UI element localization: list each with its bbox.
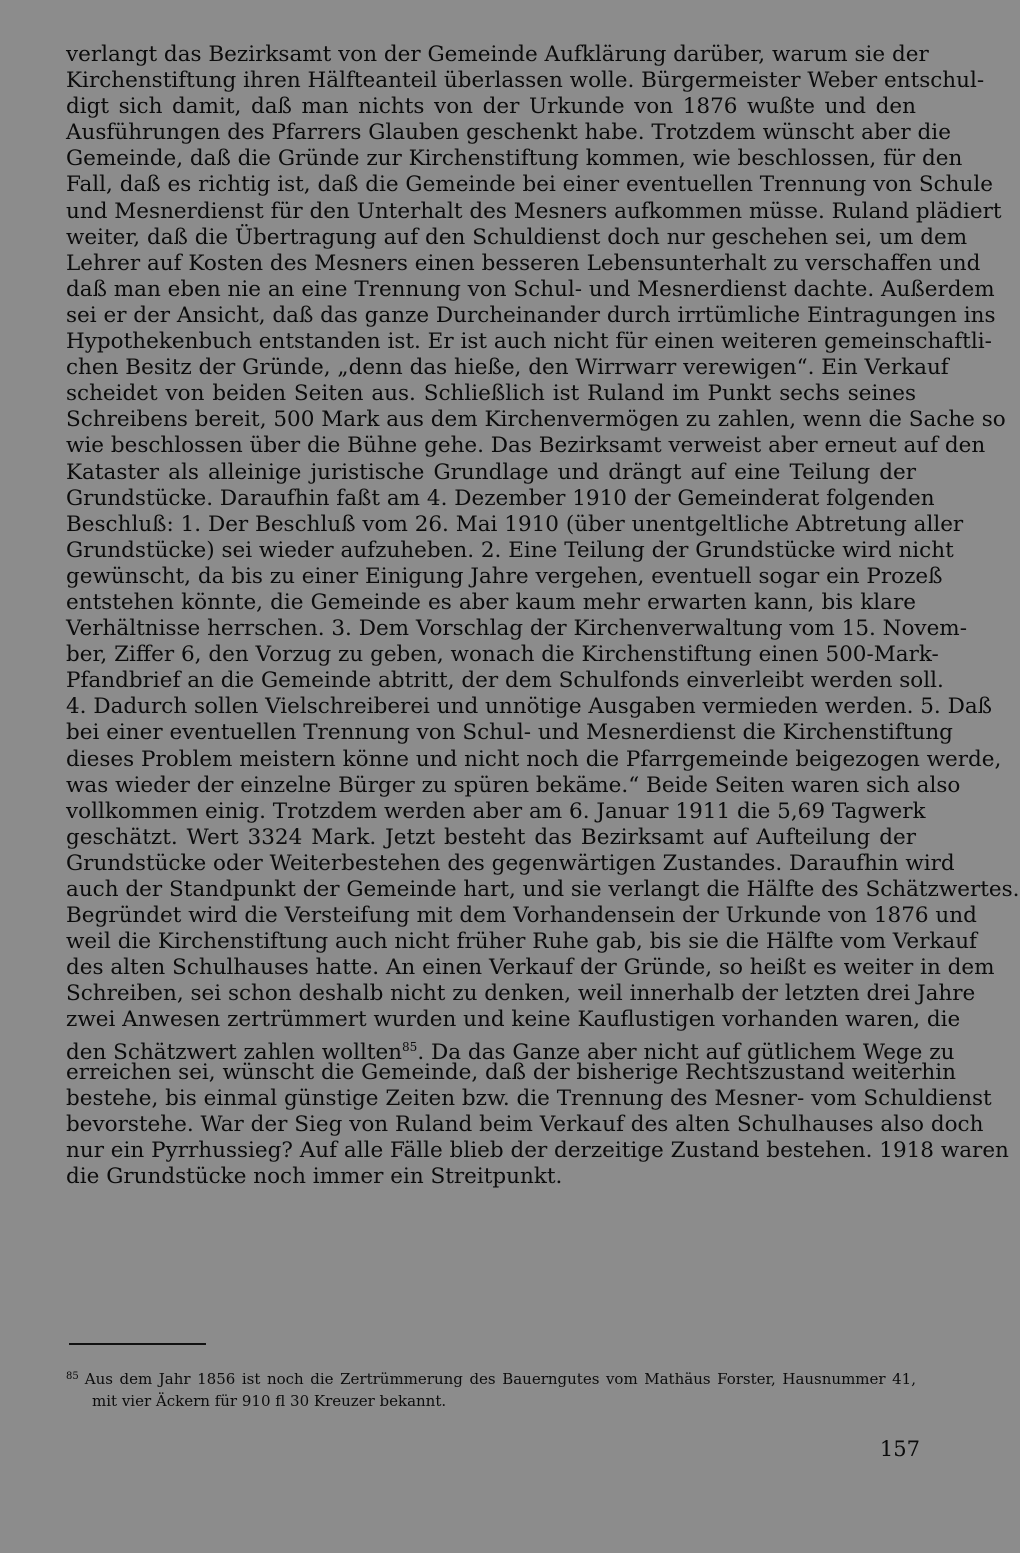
text-line: erreichen sei, wünscht die Gemeinde, daß der bisherige Rechtszustand weiterhin: [66, 1059, 956, 1085]
text-line: dieses Problem meistern könne und nicht noch die Pfarrgemeinde beigezogen werde,: [66, 746, 1002, 772]
text-line: geschätzt. Wert 3324 Mark. Jetzt besteht das Bezirksamt auf Aufteilung der: [66, 824, 916, 850]
text-line: Schreiben, sei schon deshalb nicht zu denken, weil innerhalb der letzten drei Jahre: [66, 981, 976, 1007]
text-line: weiter, daß die Übertragung auf den Schuldienst doch nur geschehen sei, um dem: [66, 224, 968, 250]
text-line: Kataster als alleinige juristische Grundlage und drängt auf eine Teilung der: [66, 459, 916, 485]
text-line: vollkommen einig. Trotzdem werden aber am 6. Januar 1911 die 5,69 Tagwerk: [66, 798, 926, 824]
text-line-with-footnote-ref: [66, 1034, 955, 1065]
text-line: Grundstücke. Daraufhin faßt am 4. Dezember 1910 der Gemeinderat folgenden: [66, 485, 935, 511]
text-line: Lehrer auf Kosten des Mesners einen besseren Lebensunterhalt zu verschaffen und: [66, 250, 981, 276]
text-line: chen Besitz der Gründe, „denn das hieße, den Wirrwarr verewigen“. Ein Verkauf: [66, 355, 949, 381]
text-fragment: den Schätzwert zahlen wollten: [66, 1039, 403, 1065]
text-line: gewünscht, da bis zu einer Einigung Jahre vergehen, eventuell sogar ein Prozeß: [66, 563, 943, 589]
body-text: [66, 42, 1020, 1190]
text-line: Grundstücke) sei wieder aufzuheben. 2. Eine Teilung der Grundstücke wird nicht: [66, 537, 954, 563]
text-line: sei er der Ansicht, daß das ganze Durcheinander durch irrtümliche Eintragungen ins: [66, 302, 996, 328]
text-line: Gemeinde, daß die Gründe zur Kirchenstiftung kommen, wie beschlossen, für den: [66, 146, 963, 172]
text-line: 4. Dadurch sollen Vielschreiberei und unnötige Ausgaben vermieden werden. 5. Daß: [66, 694, 993, 720]
footnote-number: 85: [66, 1371, 79, 1382]
text-line: ber, Ziffer 6, den Vorzug zu geben, wonach die Kirchenstiftung einen 500-Mark-: [66, 642, 939, 668]
text-line: auch der Standpunkt der Gemeinde hart, und sie verlangt die Hälfte des Schätzwertes.: [66, 877, 1020, 902]
text-line: Beschluß: 1. Der Beschluß vom 26. Mai 1910 (über unentgeltliche Abtretung aller: [66, 511, 964, 537]
text-line: bestehe, bis einmal günstige Zeiten bzw. die Trennung des Mesner- vom Schuldienst: [66, 1085, 992, 1111]
text-line: Grundstücke oder Weiterbestehen des gegenwärtigen Zustandes. Daraufhin wird: [66, 850, 955, 876]
text-line: scheidet von beiden Seiten aus. Schließlich ist Ruland im Punkt sechs seines: [66, 381, 916, 407]
text-line: nur ein Pyrrhussieg? Auf alle Fälle blieb der derzeitige Zustand bestehen. 1918 waren: [66, 1137, 1009, 1163]
text-line: die Grundstücke noch immer ein Streitpunkt.: [66, 1164, 563, 1190]
text-line: entstehen könnte, die Gemeinde es aber kaum mehr erwarten kann, bis klare: [66, 589, 916, 615]
page-number: 157: [879, 1437, 920, 1461]
text-line: weil die Kirchenstiftung auch nicht früher Ruhe gab, bis sie die Hälfte vom Verkauf: [66, 929, 977, 955]
text-line: was wieder der einzelne Bürger zu spüren bekäme.“ Beide Seiten waren sich also: [66, 772, 961, 798]
text-line: Hypothekenbuch entstanden ist. Er ist auch nicht für einen weiteren gemeinschaftli-: [66, 329, 992, 355]
footnote-line: mit vier Äckern für 910 fl 30 Kreuzer bekannt.: [92, 1392, 447, 1410]
footnote-reference[interactable]: 85: [402, 1039, 418, 1054]
footnote: [66, 1364, 916, 1414]
text-line: bevorstehe. War der Sieg von Ruland beim Verkauf des alten Schulhauses also doch: [66, 1111, 984, 1137]
text-line: verlangt das Bezirksamt von der Gemeinde Aufklärung darüber, warum sie der: [66, 42, 929, 67]
footnote-line: [66, 1364, 916, 1389]
text-line: Schreibens bereit, 500 Mark aus dem Kirchenvermögen zu zahlen, wenn die Sache so: [66, 407, 1006, 433]
text-line: digt sich damit, daß man nichts von der Urkunde von 1876 wußte und den: [66, 94, 916, 120]
text-line: daß man eben nie an eine Trennung von Schul- und Mesnerdienst dachte. Außerdem: [66, 276, 995, 302]
text-fragment: . Da das Ganze aber nicht auf gütlichem Wege zu: [417, 1039, 955, 1065]
text-line: Verhältnisse herrschen. 3. Dem Vorschlag der Kirchenverwaltung vom 15. Novem-: [66, 616, 967, 642]
text-line: Kirchenstiftung ihren Hälfteanteil überlassen wolle. Bürgermeister Weber entschul-: [66, 68, 985, 94]
text-line: wie beschlossen über die Bühne gehe. Das Bezirksamt verweist aber erneut auf den: [66, 433, 986, 459]
text-line: und Mesnerdienst für den Unterhalt des Mesners aufkommen müsse. Ruland plädiert: [66, 198, 1002, 224]
text-line: Begründet wird die Versteifung mit dem Vorhandensein der Urkunde von 1876 und: [66, 903, 977, 929]
text-line: des alten Schulhauses hatte. An einen Verkauf der Gründe, so heißt es weiter in dem: [66, 955, 995, 981]
text-line: Fall, daß es richtig ist, daß die Gemeinde bei einer eventuellen Trennung von Schule: [66, 172, 993, 198]
footnote-separator: [69, 1343, 206, 1345]
text-line: zwei Anwesen zertrümmert wurden und keine Kauflustigen vorhanden waren, die: [66, 1007, 961, 1033]
footnote-text: Aus dem Jahr 1856 ist noch die Zertrümmerung des Bauerngutes vom Mathäus Forster, Hausnummer 41,: [84, 1370, 916, 1388]
text-line: bei einer eventuellen Trennung von Schul- und Mesnerdienst die Kirchenstiftung: [66, 720, 953, 746]
text-line: Ausführungen des Pfarrers Glauben geschenkt habe. Trotzdem wünscht aber die: [66, 120, 951, 146]
text-line: Pfandbrief an die Gemeinde abtritt, der dem Schulfonds einverleibt werden soll.: [66, 668, 944, 694]
